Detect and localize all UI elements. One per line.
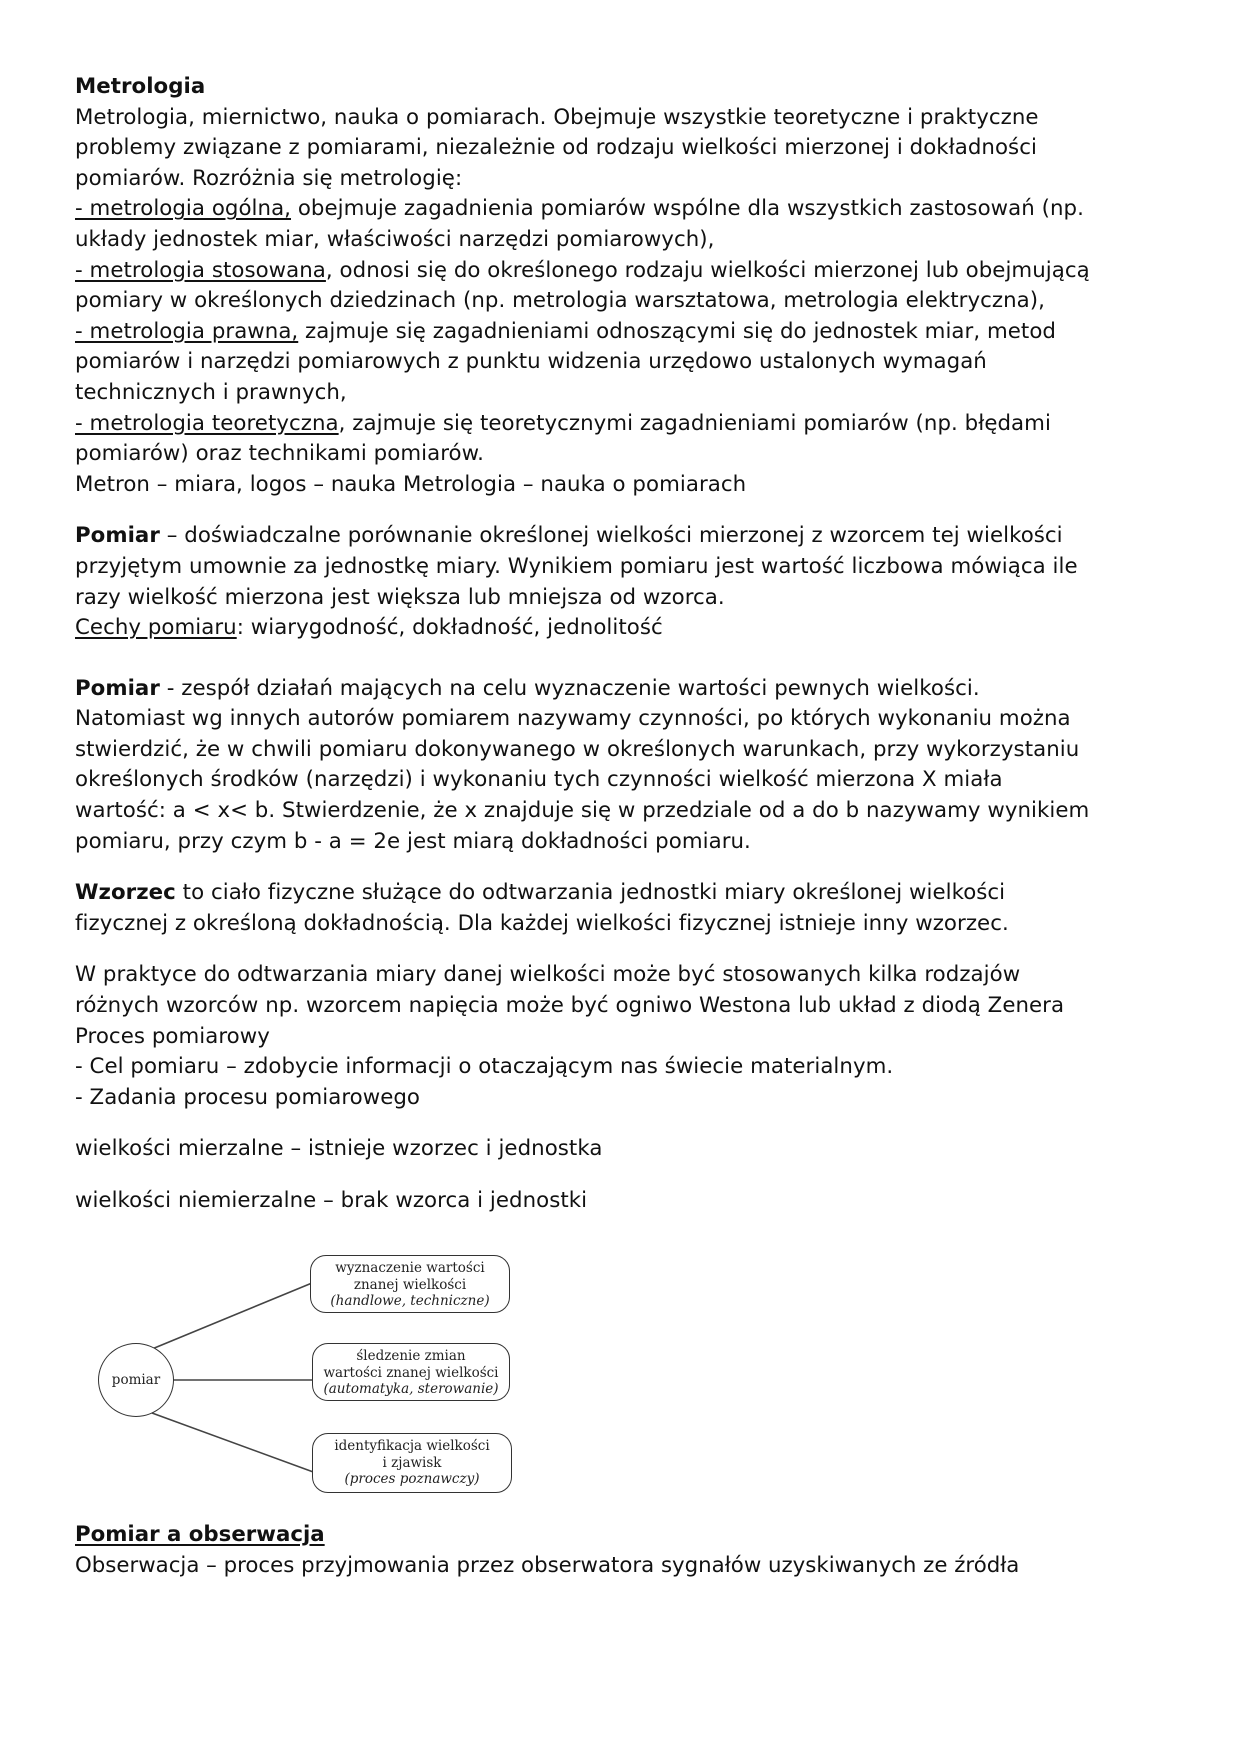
definition-line: stwierdzić, że w chwili pomiaru dokonywanego w określonych warunkach, przy wykorzystaniu — [75, 736, 1080, 762]
document-body — [75, 72, 1175, 1217]
term-link: - metrologia teoretyczna — [75, 410, 339, 436]
definition-line: określonych środków (narzędzi) i wykonaniu tych czynności wielkość mierzona X miała — [75, 767, 1003, 793]
intro-line: Metrologia, miernictwo, nauka o pomiarach. Obejmuje wszystkie teoretyczne i praktyczne — [75, 104, 1039, 130]
metrology-type-theoretical: - metrologia teoretyczna, zajmuje się teoretycznymi zagadnieniami pomiarów (np. błędami — [75, 410, 1051, 436]
pomiar-definition-2: Pomiar - zespół działań mających na celu wyznaczenie wartości pewnych wielkości. — [75, 675, 980, 701]
bold-term: Wzorzec — [75, 880, 176, 906]
definition-line: razy wielkość mierzona jest większa lub mniejsza od wzorca. — [75, 584, 725, 610]
definition-line: układy jednostek miar, właściwości narzędzi pomiarowych), — [75, 226, 715, 252]
wzorzec-definition: Wzorzec to ciało fizyczne służące do odtwarzania jednostki miary określonej wielkości — [75, 880, 1006, 906]
definition-line: pomiarów) oraz technikami pomiarów. — [75, 441, 484, 467]
term-link: - metrologia prawna, — [75, 318, 299, 344]
features-line: Cechy pomiaru: wiarygodność, dokładność, jednolitość — [75, 615, 663, 641]
non-measurable-quantities: wielkości niemierzalne – brak wzorca i jednostki — [75, 1188, 588, 1213]
process-item: - Cel pomiaru – zdobycie informacji o otaczającym nas świecie materialnym. — [75, 1054, 894, 1080]
observation-section — [75, 1520, 1019, 1581]
definition-line: pomiary w określonych dziedzinach (np. metrologia warsztatowa, metrologia elektryczna), — [75, 288, 1045, 314]
diagram-node-determination: wyznaczenie wartości znanej wielkości (handlowe, techniczne) — [310, 1255, 510, 1313]
bold-term: Pomiar — [75, 675, 160, 701]
measurable-quantities: wielkości mierzalne – istnieje wzorzec i jednostka — [75, 1136, 603, 1162]
section-heading: Pomiar a obserwacja — [75, 1522, 325, 1547]
measurement-purpose-diagram — [90, 1255, 530, 1505]
observation-definition: Obserwacja – proces przyjmowania przez obserwatora sygnałów uzyskiwanych ze źródła — [75, 1552, 1020, 1578]
metrology-type-general: - metrologia ogólna, obejmuje zagadnienia pomiarów wspólne dla wszystkich zastosowań (np. — [75, 196, 1084, 222]
definition-line: technicznych i prawnych, — [75, 379, 347, 405]
term-link: Cechy pomiaru — [75, 615, 237, 641]
diagram-node-identification: identyfikacja wielkości i zjawisk (proces poznawczy) — [312, 1433, 512, 1493]
intro-line: pomiarów. Rozróżnia się metrologię: — [75, 165, 463, 191]
etymology-line: Metron – miara, logos – nauka Metrologia – nauka o pomiarach — [75, 471, 747, 497]
definition-line: przyjętym umownie za jednostkę miary. Wynikiem pomiaru jest wartość liczbowa mówiąca ile — [75, 553, 1078, 579]
practice-line: W praktyce do odtwarzania miary danej wielkości może być stosowanych kilka rodzajów — [75, 962, 1021, 988]
bold-term: Pomiar — [75, 523, 160, 549]
metrology-type-applied: - metrologia stosowana, odnosi się do określonego rodzaju wielkości mierzonej lub obejmującą — [75, 257, 1090, 283]
metrology-type-legal: - metrologia prawna, zajmuje się zagadnieniami odnoszącymi się do jednostek miar, metod — [75, 318, 1056, 344]
definition-line: pomiarów i narzędzi pomiarowych z punktu widzenia urzędowo ustalonych wymagań — [75, 349, 987, 375]
practice-line: różnych wzorców np. wzorcem napięcia może być ogniwo Westona lub układ z diodą Zenera — [75, 993, 1065, 1019]
intro-line: problemy związane z pomiarami, niezależnie od rodzaju wielkości mierzonej i dokładności — [75, 135, 1037, 161]
definition-line: wartość: a < x< b. Stwierdzenie, że x znajduje się w przedziale od a do b nazywamy wynikiem — [75, 798, 1090, 824]
process-heading: Proces pomiarowy — [75, 1023, 270, 1049]
document-title: Metrologia — [75, 74, 206, 99]
term-link: - metrologia stosowana — [75, 257, 326, 283]
definition-line: fizycznej z określoną dokładnością. Dla każdej wielkości fizycznej istnieje inny wzorzec. — [75, 910, 1009, 936]
pomiar-definition-1: Pomiar – doświadczalne porównanie określonej wielkości mierzonej z wzorcem tej wielkości — [75, 523, 1063, 549]
definition-line: pomiaru, przy czym b - a = 2e jest miarą dokładności pomiaru. — [75, 828, 751, 854]
process-item: - Zadania procesu pomiarowego — [75, 1084, 421, 1110]
term-link: - metrologia ogólna, — [75, 196, 291, 222]
diagram-center-node: pomiar — [98, 1343, 174, 1417]
definition-line: Natomiast wg innych autorów pomiarem nazywamy czynności, po których wykonaniu można — [75, 706, 1071, 732]
diagram-node-tracking: śledzenie zmian wartości znanej wielkości (automatyka, sterowanie) — [312, 1343, 510, 1401]
